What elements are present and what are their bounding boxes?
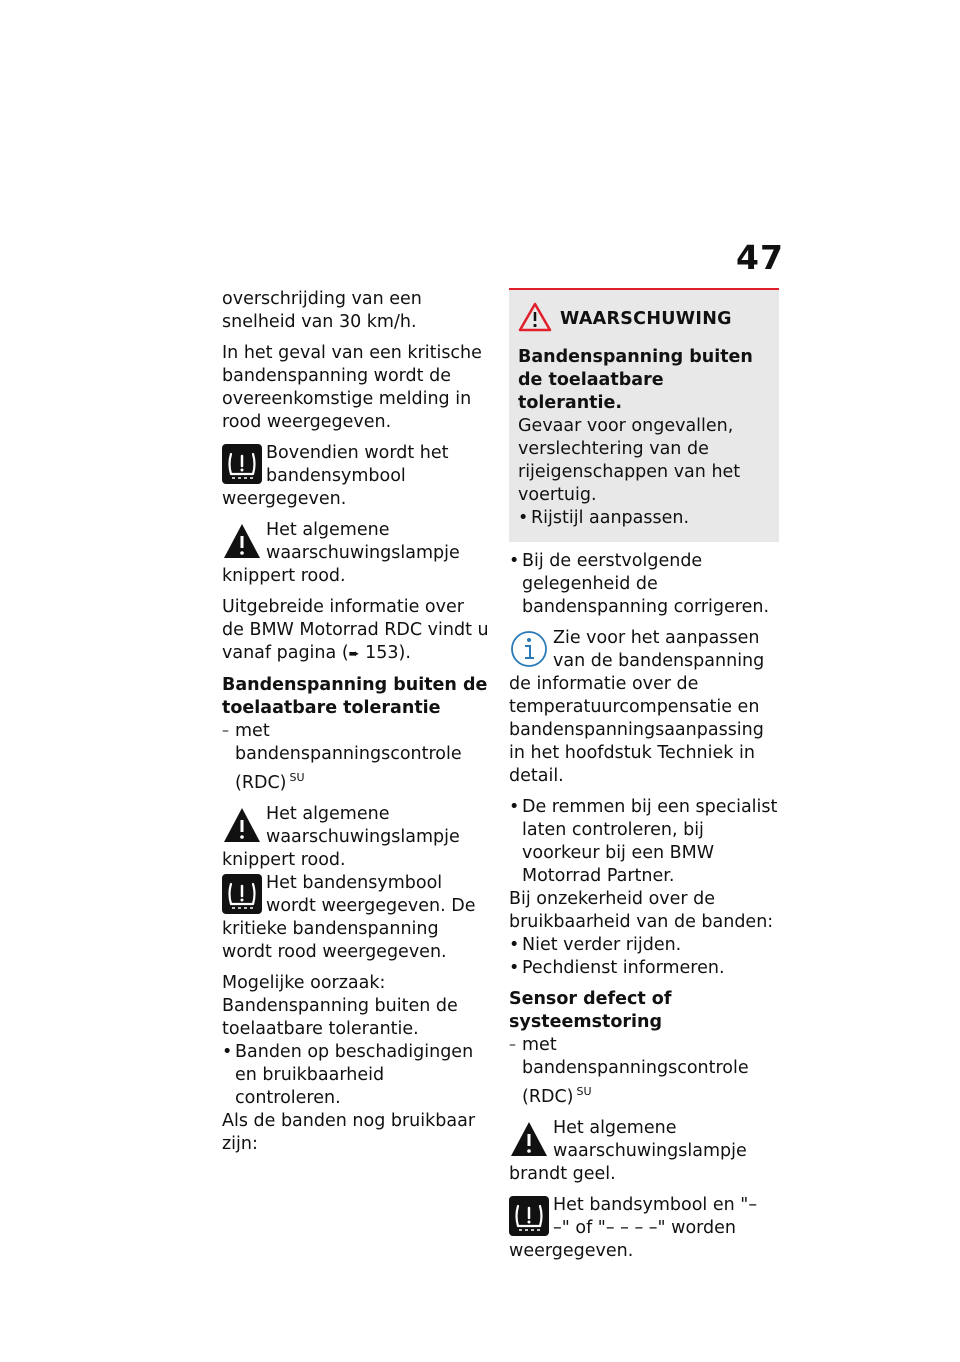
paragraph: Bij onzekerheid over de bruikbaarheid van de banden: <box>509 889 774 932</box>
page-ref-arrow-icon: ➨ <box>348 647 360 662</box>
icon-note-text: Bovendien wordt het bandensymbool weergegeven. <box>222 443 449 509</box>
icon-note-text: Het bandensymbool wordt weergegeven. De kritieke bandenspanning wordt rood weergegeven. <box>222 873 476 962</box>
icon-note <box>222 442 490 511</box>
icon-note-text: Het algemene waarschuwingslampje knippert rood. <box>222 520 460 586</box>
list-item: • Niet verder rijden. <box>509 934 779 957</box>
icon-note <box>222 519 490 588</box>
paragraph: Bandenspanning buiten de toelaatbare tolerantie. <box>222 996 458 1039</box>
list-item: • De remmen bij een specialist laten controleren, bij voorkeur bij een BMW Motorrad Partner. <box>509 796 779 888</box>
tire-pressure-icon <box>509 1196 549 1236</box>
paragraph-text: Uitgebreide informatie over de BMW Motorrad RDC vindt u vanaf pagina <box>222 597 489 663</box>
section-heading: Sensor defect of systeemstoring <box>509 989 672 1032</box>
warning-triangle-icon <box>509 1119 549 1159</box>
info-text: Zie voor het aanpassen van de bandenspanning de informatie over de temperatuurcompensatie en bandenspanningsaanpassing in het hoofdstuk Techniek in detail. <box>509 628 765 786</box>
list-item: • Banden op beschadigingen en bruikbaarheid controleren. <box>222 1041 490 1110</box>
warning-list-item: • Rijstijl aanpassen. <box>518 507 769 530</box>
right-column <box>509 288 779 1263</box>
condition-text: met bandenspanningscontrole (RDC) <box>522 1035 749 1107</box>
icon-note <box>222 803 490 872</box>
warning-triangle-icon <box>222 521 262 561</box>
list-item: • Bij de eerstvolgende gelegenheid de bandenspanning corrigeren. <box>509 550 779 619</box>
page-ref-paren: ( <box>341 643 349 663</box>
icon-note-text: Het algemene waarschuwingslampje knippert rood. <box>222 804 460 870</box>
tire-pressure-icon <box>222 444 262 484</box>
option-superscript: SU <box>576 1085 592 1098</box>
section-heading: Bandenspanning buiten de toelaatbare tolerantie <box>222 675 488 718</box>
icon-note <box>222 872 490 964</box>
paragraph: In het geval van een kritische bandenspanning wordt de overeenkomstige melding in rood weergegeven. <box>222 343 482 432</box>
warning-triangle-icon <box>222 805 262 845</box>
left-column <box>222 288 490 1156</box>
info-note <box>509 627 779 788</box>
page-number: 47 <box>736 238 784 277</box>
warning-triangle-icon <box>518 302 552 336</box>
page-ref-link[interactable]: 153). <box>365 643 411 663</box>
warning-block <box>509 288 779 542</box>
condition-line <box>509 1034 779 1109</box>
info-icon <box>509 629 549 669</box>
warning-body: Gevaar voor ongevallen, verslechtering van de rijeigenschappen van het voertuig. <box>518 416 741 505</box>
list-item: • Pechdienst informeren. <box>509 957 779 980</box>
condition-text: met bandenspanningscontrole (RDC) <box>235 721 462 793</box>
condition-line <box>222 720 490 795</box>
paragraph: overschrijding van een snelheid van 30 km/h. <box>222 289 422 332</box>
icon-note-text: Het bandsymbool en "– –" of "– – – –" worden weergegeven. <box>509 1195 758 1261</box>
warning-heading: Bandenspanning buiten de toelaatbare tolerantie. <box>518 347 753 413</box>
paragraph: Mogelijke oorzaak: <box>222 973 386 993</box>
paragraph <box>222 596 490 666</box>
warning-title: WAARSCHUWING <box>560 309 732 329</box>
tire-pressure-icon <box>222 874 262 914</box>
icon-note <box>509 1194 779 1263</box>
paragraph: Als de banden nog bruikbaar zijn: <box>222 1111 476 1154</box>
option-superscript: SU <box>289 771 305 784</box>
icon-note-text: Het algemene waarschuwingslampje brandt geel. <box>509 1118 747 1184</box>
icon-note <box>509 1117 779 1186</box>
warning-header <box>518 302 769 336</box>
